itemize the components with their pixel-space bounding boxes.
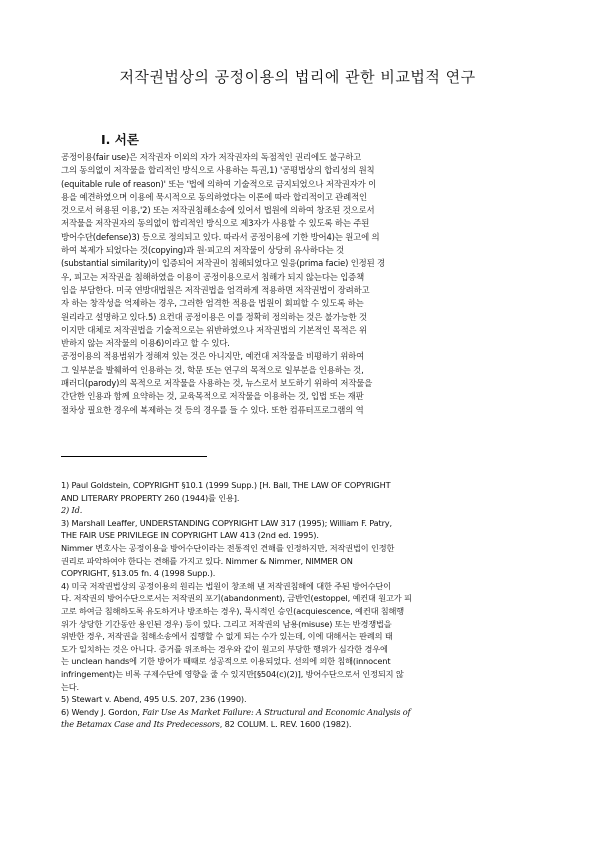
footnote-line: 는다. <box>61 681 79 692</box>
body-line: 이지만 대체로 저작권법을 기술적으로는 위반하였으나 저작권법의 기본적인 목적은 위 <box>61 324 367 335</box>
footnote-line: COPYRIGHT, §13.05 fn. 4 (1998 Supp.). <box>61 568 216 579</box>
body-text <box>61 151 531 417</box>
footnote-line: 위반한 경우, 저작권을 침해소송에서 집행할 수 없게 되는 수가 있는데, 이에 대해서는 판례의 태 <box>61 631 393 642</box>
footnote-line: 도가 일치하는 것은 아니다. 증거를 위조하는 경우와 같이 원고의 부당한 행위가 심각한 경우에 <box>61 643 388 654</box>
body-line: 방어수단(defense)3) 등으로 정의되고 있다. 따라서 공정이용에 기한 방어4)는 원고에 의 <box>61 231 380 242</box>
footnote-line: 다. 저작권의 방어수단으로서는 저작권의 포기(abandonment), 금반언(estoppel, 예컨대 원고가 피 <box>61 593 412 604</box>
footnote-text: , 82 COLUM. L. REV. 1600 (1982). <box>219 719 352 730</box>
body-line: 임을 부담한다. 미국 연방대법원은 저작권법을 엄격하게 적용하면 저작권법이 장려하고 <box>61 284 370 295</box>
footnote-line: 1) Paul Goldstein, COPYRIGHT §10.1 (1999 Supp.) [H. Ball, THE LAW OF COPYRIGHT <box>61 480 391 490</box>
footnote-line <box>61 706 536 719</box>
body-line: 원리라고 설명하고 있다.5) 요컨대 공정이용은 이를 정확히 정의하는 것은 불가능한 것 <box>61 311 367 322</box>
section-heading: I. 서론 <box>101 132 139 147</box>
body-line: 공정이용의 적용범위가 정해져 있는 것은 아니지만, 예컨대 저작물을 비평하기 위하여 <box>61 351 365 362</box>
body-line: 저작물을 저작권자의 동의없이 합리적인 방식으로 제3자가 사용할 수 있도록 하는 주된 <box>61 218 370 229</box>
body-line: (substantial similarity)이 입증되어 저작권이 침해되었다고 일응(prima facie) 인정된 경 <box>61 258 385 269</box>
footnote-line: 는 unclean hands에 기한 방어가 때때로 성공적으로 이용되었다. 선의에 의한 침해(innocent <box>61 656 391 667</box>
body-line: 것으로서 허용된 이용,'2) 또는 저작권침해소송에 있어서 법원에 의하여 창조된 것으로서 <box>61 205 375 216</box>
footnote-line: 3) Marshall Leaffer, UNDERSTANDING COPYRIGHT LAW 317 (1995); William F. Patry, <box>61 517 392 528</box>
footnote-line: infringement)는 비록 구제수단에 영향을 줄 수 있지만[§504(c)(2)], 방어수단으로서 인정되지 않 <box>61 668 404 679</box>
footnote-line: 고로 하여금 침해하도록 유도하거나 방조하는 경우), 묵시적인 승인(acquiescence, 예컨대 침해행 <box>61 605 405 616</box>
paper-title: 저작권법상의 공정이용의 법리에 관한 비교법적 연구 <box>119 68 476 86</box>
footnote-article-title: the Betamax Case and Its Predecessors <box>61 719 220 730</box>
body-line: 그의 동의없이 저작물을 합리적인 방식으로 사용하는 특권,1) '공평법상의 합리성의 원칙 <box>61 165 375 176</box>
body-line: 하여 복제가 되었다는 것(copying)과 원·피고의 저작물이 상당히 유사하다는 것 <box>61 245 345 256</box>
footnote-line: 권리로 파악하여야 한다는 견해를 가지고 있다. Nimmer & Nimmer, NIMMER ON <box>61 555 353 566</box>
body-line: (equitable rule of reason)' 또는 '법에 의하여 기술적으로 금지되었으나 저작권자가 이 <box>61 178 377 189</box>
footnote-line: AND LITERARY PROPERTY 260 (1944)를 인용]. <box>61 492 240 503</box>
body-line: 반하지 않는 저작물의 이용6)이라고 할 수 있다. <box>61 338 230 349</box>
body-line: 패러디(parody)의 목적으로 저작물을 사용하는 것, 뉴스로서 보도하기 위하여 저작물을 <box>61 378 373 389</box>
footnote-text: 2) Id. <box>61 505 83 516</box>
footnote-text: 6) Wendy J. Gordon, <box>61 706 143 717</box>
footnote-line: Nimmer 변호사는 공정이용을 방어수단이라는 전통적인 견해를 인정하지만, 저작권법이 인정한 <box>61 542 395 553</box>
footnote-line: 위가 상당한 기간동안 용인된 경우) 등이 있다. 그리고 저작권의 남용(misuse) 또는 반경쟁법을 <box>61 618 392 629</box>
footnote-divider <box>61 456 207 457</box>
footnote-line: 5) Stewart v. Abend, 495 U.S. 207, 236 (1990). <box>61 694 247 705</box>
body-line: 간단한 인용과 함께 요약하는 것, 교육목적으로 저작물을 이용하는 것, 입법 또는 재판 <box>61 391 364 402</box>
footnote-line: 4) 미국 저작권법상의 공정이용의 원리는 법원이 창조해 낸 저작권침해에 대한 주된 방어수단이 <box>61 580 391 591</box>
footnotes <box>61 479 536 731</box>
body-line: 자 하는 창작성을 억제하는 경우, 그러한 엄격한 적용을 법원이 회피할 수 있도록 하는 <box>61 298 364 309</box>
footnote-line <box>61 718 536 731</box>
footnote-line: THE FAIR USE PRIVILEGE IN COPYRIGHT LAW 413 (2nd ed. 1995). <box>61 530 319 541</box>
footnote-line <box>61 504 536 517</box>
body-line: 공정이용(fair use)은 저작권자 이외의 자가 저작권자의 독점적인 권리에도 불구하고 <box>61 152 362 162</box>
footnote-article-title: Fair Use As Market Failure: A Structural and Economic Analysis of <box>142 706 411 717</box>
body-line: 우, 피고는 저작권을 침해하였을 이용이 공정이용으로서 침해가 되지 않는다는 입증책 <box>61 271 365 282</box>
body-line: 그 일부분을 발췌하여 인용하는 것, 학문 또는 연구의 목적으로 일부분을 인용하는 것, <box>61 364 364 375</box>
body-line: 절차상 필요한 경우에 복제하는 것 등의 경우를 들 수 있다. 또한 컴퓨터프로그램의 역 <box>61 404 364 415</box>
body-line: 용을 예견하였으며 이용에 묵시적으로 동의하였다는 이론에 따라 합리적이고 관례적인 <box>61 191 367 202</box>
